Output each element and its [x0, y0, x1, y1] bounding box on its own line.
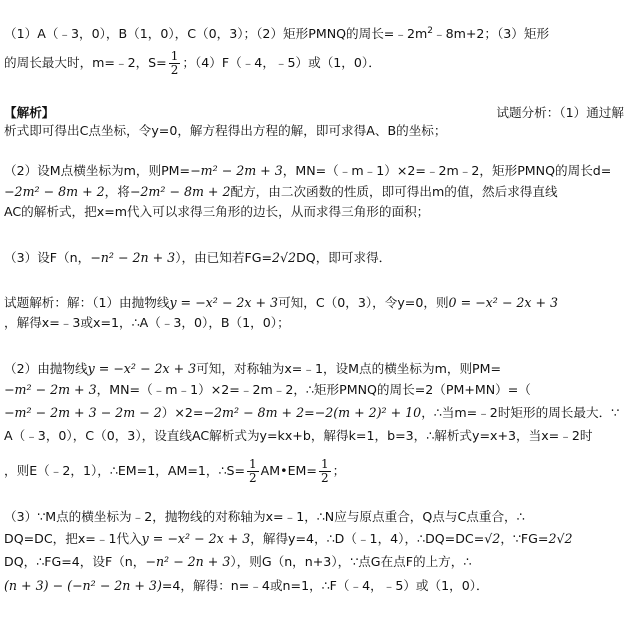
- solution-p3-line2: DQ=DC，把x=﹣1代入y = −x² − 2x + 3，解得y=4，∴D（﹣1，4），∴DQ=DC=√2，∵FG=2√2: [4, 531, 573, 546]
- solution-p2-line3: −m² − 2m + 3 − 2m − 2）×2=−2m² − 8m + 2=−2(m + 2)² + 10，∴当m=﹣2时矩形的周长最大．∵: [4, 405, 620, 420]
- fraction: $\frac{1}{2}$: [249, 457, 257, 485]
- analysis-p2-line3: AC的解析式，把x=m代入可以求得三角形的边长，从而求得三角形的面积；: [4, 204, 430, 219]
- solution-p1-line1: 试题解析：解：（1）由抛物线y = −x² − 2x + 3可知，C（0，3），令y=0，则0 = −x² − 2x + 3: [4, 295, 559, 310]
- fraction: $\frac{1}{2}$: [170, 49, 179, 77]
- solution-p2-line4: A（﹣3，0），C（0，3），设直线AC解析式为y=kx+b，解得k=1，b=3，∴解析式y=x+3，当x=﹣2时: [4, 428, 593, 443]
- solution-p3-line4: (n + 3) − (−n² − 2n + 3)=4，解得：n=﹣4或n=1，∴F（﹣4，﹣5）或（1，0）．: [4, 578, 489, 593]
- analysis-p2-line2: −2m² − 8m + 2，将−2m² − 8m + 2配方，由二次函数的性质，即可得出m的值，然后求得直线: [4, 184, 558, 199]
- solution-p3-line1: （3）∵M点的横坐标为﹣2，抛物线的对称轴为x=﹣1，∴N应与原点重合，Q点与C点重合，∴: [4, 509, 525, 524]
- solution-p2-line2: −m² − 2m + 3，MN=（﹣m﹣1）×2=﹣2m﹣2，∴矩形PMNQ的周长=2（PM+MN）=（: [4, 382, 531, 397]
- answer-line-1: （1）A（﹣3，0），B（1，0），C（0，3）；（2）矩形PMNQ的周长$=﹣2m^2﹣8m+2$；（3）矩形: [4, 26, 550, 42]
- solution-p2-line1: （2）由抛物线y = −x² − 2x + 3可知，对称轴为x=﹣1，设M点的横坐标为m，则PM=: [4, 361, 502, 376]
- analysis-p1: 析式即可得出C点坐标，令y=0，解方程得出方程的解，即可求得A、B的坐标；: [4, 123, 447, 138]
- analysis-intro: 试题分析：（1）通过解: [496, 105, 624, 120]
- solution-p1-line2: ，解得x=﹣3或x=1，∴A（﹣3，0），B（1，0）；: [4, 315, 290, 330]
- analysis-header: 【解析】: [4, 105, 55, 120]
- answer-line-2: 的周长最大时，m=﹣2，S= $\frac{1}{2}$ ；（4）F（﹣4，﹣5）或（1，0）．: [4, 49, 381, 77]
- solution-p2-line5: ，则E（﹣2，1），∴EM=1，AM=1，∴S= $\frac{1}{2}$ AM•EM= $\frac{1}{2}$ ；: [4, 457, 346, 485]
- fraction: $\frac{1}{2}$: [320, 457, 329, 485]
- analysis-p3: （3）设F（n，−n² − 2n + 3），由已知若FG=2√2DQ，即可求得．: [4, 250, 392, 265]
- analysis-p2-line1: （2）设M点横坐标为m，则PM=−m² − 2m + 3，MN=（﹣m﹣1）×2=﹣2m﹣2，矩形PMNQ的周长d=: [4, 163, 612, 178]
- solution-p3-line3: DQ，∴FG=4，设F（n，−n² − 2n + 3），则G（n，n+3），∵点G在点F的上方，∴: [4, 554, 472, 569]
